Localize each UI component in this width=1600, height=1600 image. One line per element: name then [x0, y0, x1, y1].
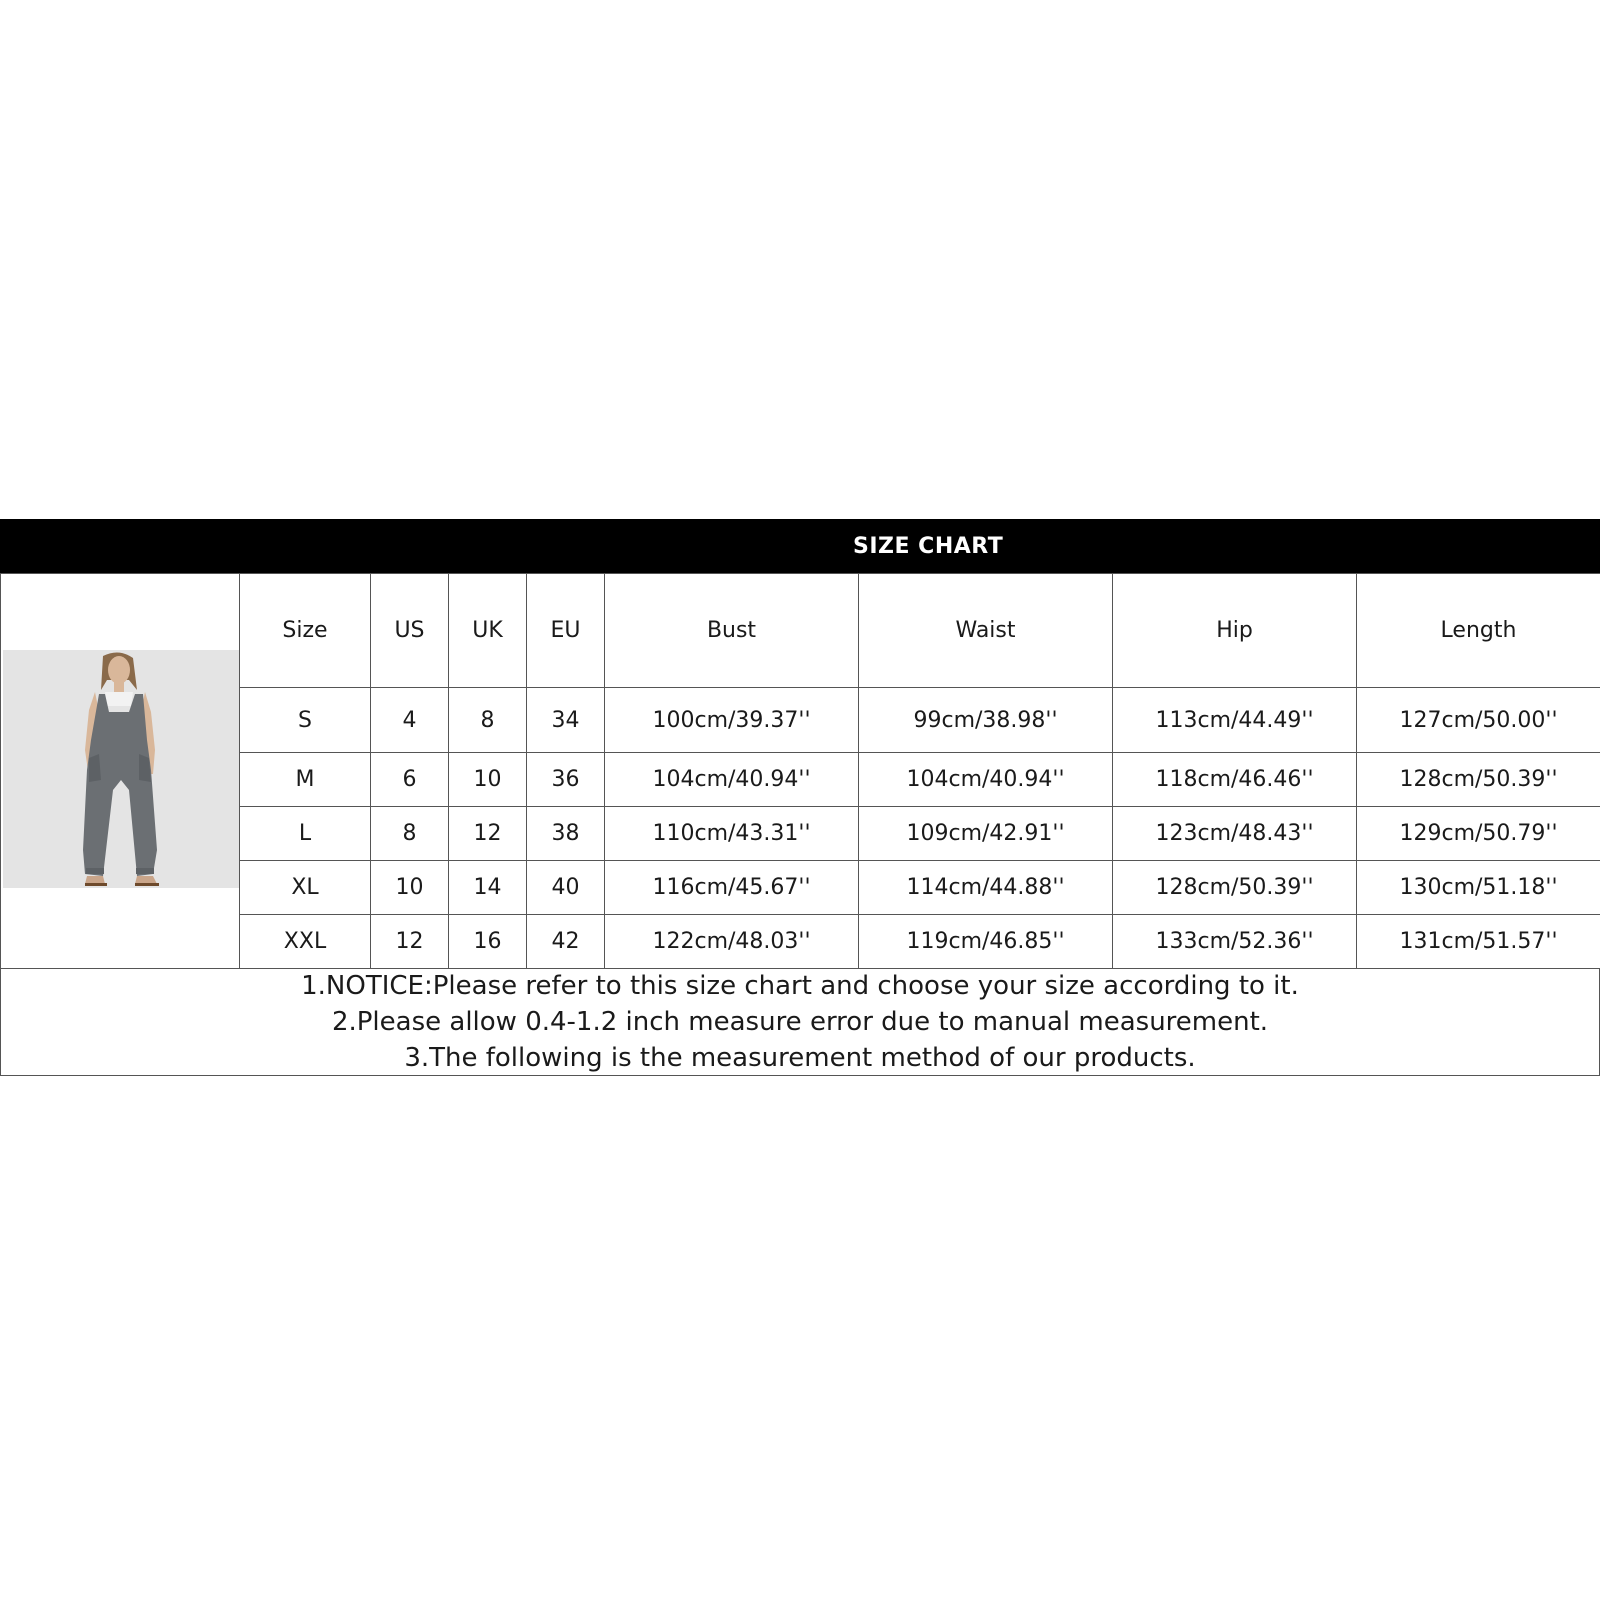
table-cell: 6 [371, 753, 449, 807]
table-cell: 133cm/52.36'' [1113, 915, 1357, 969]
notice-line-3: 3.The following is the measurement method of our products. [404, 1043, 1196, 1073]
table-cell: 122cm/48.03'' [605, 915, 859, 969]
column-header-uk: UK [449, 574, 527, 688]
table-cell: 118cm/46.46'' [1113, 753, 1357, 807]
table-cell: 104cm/40.94'' [605, 753, 859, 807]
table-cell: 10 [449, 753, 527, 807]
table-cell: 4 [371, 688, 449, 753]
table-cell: S [240, 688, 371, 753]
table-cell: 109cm/42.91'' [859, 807, 1113, 861]
notice-box [0, 969, 1600, 1076]
table-cell: 113cm/44.49'' [1113, 688, 1357, 753]
table-cell: 127cm/50.00'' [1357, 688, 1600, 753]
table-cell: 128cm/50.39'' [1357, 753, 1600, 807]
table-cell: 123cm/48.43'' [1113, 807, 1357, 861]
size-chart [0, 519, 1600, 1076]
table-cell: 100cm/39.37'' [605, 688, 859, 753]
table-cell: 99cm/38.98'' [859, 688, 1113, 753]
table-cell: 42 [527, 915, 605, 969]
column-header-size: Size [240, 574, 371, 688]
column-header-us: US [371, 574, 449, 688]
table-cell: 10 [371, 861, 449, 915]
jumpsuit-model-illustration [3, 650, 239, 888]
table-cell: 104cm/40.94'' [859, 753, 1113, 807]
table-cell: 119cm/46.85'' [859, 915, 1113, 969]
table-cell: L [240, 807, 371, 861]
column-header-waist: Waist [859, 574, 1113, 688]
column-header-bust: Bust [605, 574, 859, 688]
table-cell: 36 [527, 753, 605, 807]
table-row [1, 753, 1600, 807]
notice-line-2: 2.Please allow 0.4-1.2 inch measure error due to manual measurement. [331, 1007, 1269, 1037]
size-chart-title: SIZE CHART [0, 519, 1600, 573]
table-cell: 38 [527, 807, 605, 861]
table-cell: XL [240, 861, 371, 915]
table-header-row [1, 574, 1600, 688]
table-row [1, 915, 1600, 969]
table-row [1, 861, 1600, 915]
table-cell: 116cm/45.67'' [605, 861, 859, 915]
column-header-hip: Hip [1113, 574, 1357, 688]
table-row [1, 688, 1600, 753]
table-cell: 128cm/50.39'' [1113, 861, 1357, 915]
size-table [0, 573, 1600, 969]
table-cell: 131cm/51.57'' [1357, 915, 1600, 969]
table-cell: 40 [527, 861, 605, 915]
table-cell: 14 [449, 861, 527, 915]
table-row [1, 807, 1600, 861]
table-cell: XXL [240, 915, 371, 969]
table-cell: 129cm/50.79'' [1357, 807, 1600, 861]
table-cell: 130cm/51.18'' [1357, 861, 1600, 915]
table-cell: 12 [449, 807, 527, 861]
table-cell: M [240, 753, 371, 807]
product-image-cell [1, 574, 240, 969]
table-cell: 16 [449, 915, 527, 969]
column-header-length: Length [1357, 574, 1600, 688]
product-photo [3, 650, 239, 888]
table-cell: 34 [527, 688, 605, 753]
table-cell: 8 [371, 807, 449, 861]
table-cell: 12 [371, 915, 449, 969]
table-cell: 114cm/44.88'' [859, 861, 1113, 915]
notice-line-1: 1.NOTICE:Please refer to this size chart and choose your size according to it. [301, 971, 1299, 1001]
table-cell: 8 [449, 688, 527, 753]
table-cell: 110cm/43.31'' [605, 807, 859, 861]
column-header-eu: EU [527, 574, 605, 688]
